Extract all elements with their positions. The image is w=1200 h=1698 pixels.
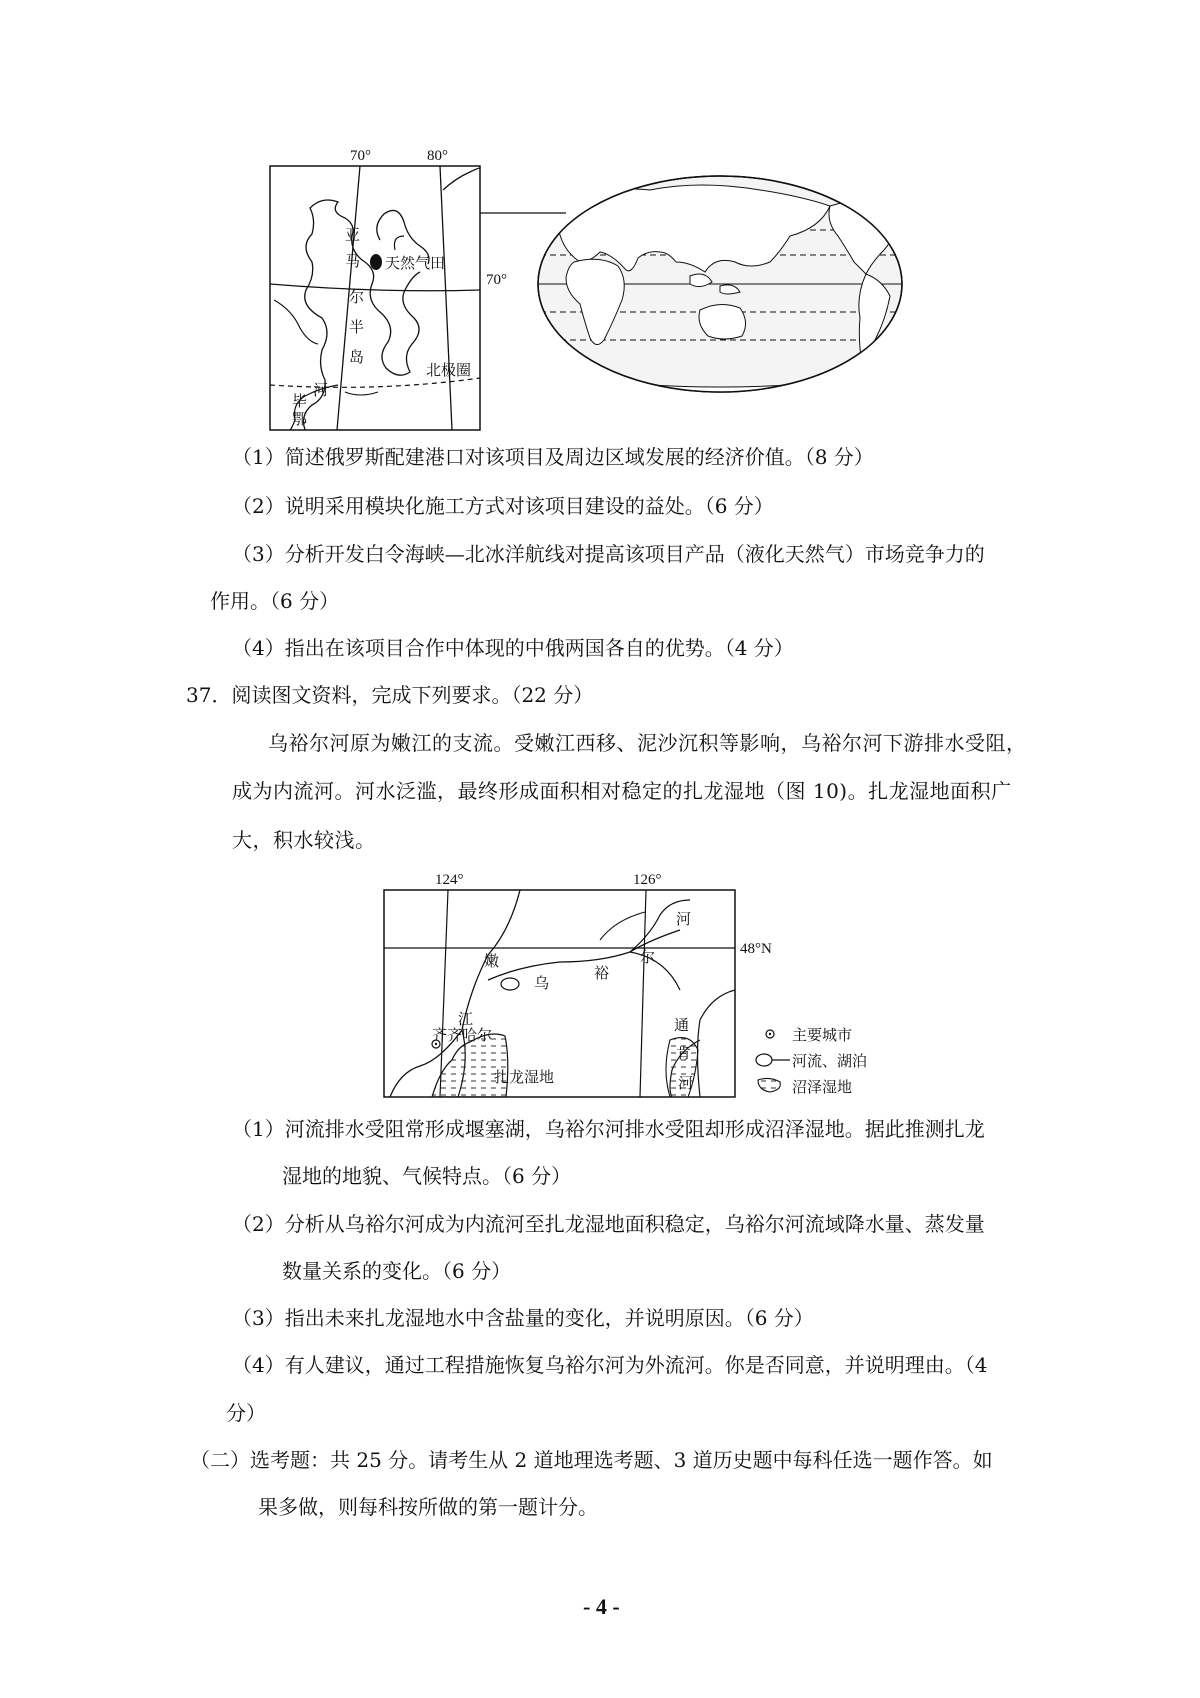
- q36-item-2: （2）说明采用模块化施工方式对该项目建设的益处。（6 分）: [232, 494, 774, 518]
- nen-river-char-2: 江: [458, 1010, 474, 1028]
- wuyuer-char-2: 裕: [594, 964, 610, 982]
- q37-paragraph-line-2: 成为内流河。河水泛滥，最终形成面积相对稳定的扎龙湿地（图 10)。扎龙湿地面积广: [232, 779, 1012, 803]
- q37-item-3: （3）指出未来扎龙湿地水中含盐量的变化，并说明原因。（6 分）: [232, 1306, 814, 1330]
- gas-field-label: 天然气田: [385, 254, 446, 272]
- q37-item-4-cont: 分）: [226, 1401, 266, 1425]
- ob-river-char-1: 河: [313, 381, 329, 399]
- q36-item-3-cont: 作用。（6 分）: [210, 589, 340, 613]
- q37-item-4: （4）有人建议，通过工程措施恢复乌裕尔河为外流河。你是否同意，并说明理由。（4: [232, 1353, 988, 1377]
- zhalong-wetland-label: 扎龙湿地: [494, 1068, 555, 1086]
- page-number: - 4 -: [583, 1594, 620, 1619]
- lon-80-label: 80°: [427, 148, 448, 164]
- lat-70-label: 70°: [486, 272, 507, 288]
- q37-item-2: （2）分析从乌裕尔河成为内流河至扎龙湿地面积稳定，乌裕尔河流域降水量、蒸发量: [232, 1212, 985, 1236]
- legend-river-lake: 河流、湖泊: [792, 1052, 868, 1070]
- ob-river-char-2: 毕: [292, 392, 308, 410]
- peninsula-char-2: 马: [345, 252, 361, 270]
- peninsula-char-4: 半: [349, 318, 365, 336]
- q37-title: 37．阅读图文资料，完成下列要求。（22 分）: [186, 683, 594, 707]
- peninsula-char-1: 亚: [345, 226, 361, 244]
- qiqihar-label: 齐齐哈尔: [432, 1026, 493, 1044]
- lon-124-label: 124°: [435, 872, 464, 888]
- q36-item-4: （4）指出在该项目合作中体现的中俄两国各自的优势。（4 分）: [232, 636, 794, 660]
- section2-line-2: 果多做，则每科按所做的第一题计分。: [258, 1495, 598, 1519]
- peninsula-char-5: 岛: [349, 348, 365, 366]
- section2-line-1: （二）选考题：共 25 分。请考生从 2 道地理选考题、3 道历史题中每科任选一题作答。如: [190, 1448, 993, 1472]
- q37-item-2-cont: 数量关系的变化。（6 分）: [282, 1259, 512, 1283]
- wuyuer-char-1: 乌: [534, 974, 550, 992]
- nen-river-char-1: 嫩: [484, 952, 500, 970]
- wuyuer-char-4: 河: [676, 910, 692, 928]
- lon-126-label: 126°: [633, 872, 662, 888]
- tongken-char-1: 通: [674, 1016, 690, 1034]
- map-legend: [756, 1026, 867, 1096]
- ob-river-char-3: 鄂: [292, 410, 308, 428]
- arctic-circle-label: 北极圈: [426, 361, 472, 379]
- peninsula-char-3: 尔: [349, 288, 365, 306]
- tongken-char-2: 肯: [676, 1044, 692, 1062]
- legend-marsh: 沼泽湿地: [792, 1078, 853, 1096]
- q37-item-1-cont: 湿地的地貌、气候特点。（6 分）: [282, 1164, 572, 1188]
- q37-paragraph-line-1: 乌裕尔河原为嫩江的支流。受嫩江西移、泥沙沉积等影响，乌裕尔河下游排水受阻，: [268, 731, 1027, 755]
- q37-paragraph-line-3: 大，积水较浅。: [232, 828, 376, 852]
- q36-item-1: （1）简述俄罗斯配建港口对该项目及周边区域发展的经济价值。（8 分）: [232, 445, 874, 469]
- lon-70-label: 70°: [350, 148, 371, 164]
- legend-city: 主要城市: [792, 1026, 853, 1044]
- lat-48n-label: 48°N: [740, 941, 772, 957]
- q37-item-1: （1）河流排水受阻常形成堰塞湖，乌裕尔河排水受阻却形成沼泽湿地。据此推测扎龙: [232, 1117, 985, 1141]
- wuyuer-char-3: 尔: [640, 948, 656, 966]
- tongken-char-3: 河: [678, 1074, 694, 1092]
- q36-item-3: （3）分析开发白令海峡—北冰洋航线对提高该项目产品（液化天然气）市场竞争力的: [232, 542, 985, 566]
